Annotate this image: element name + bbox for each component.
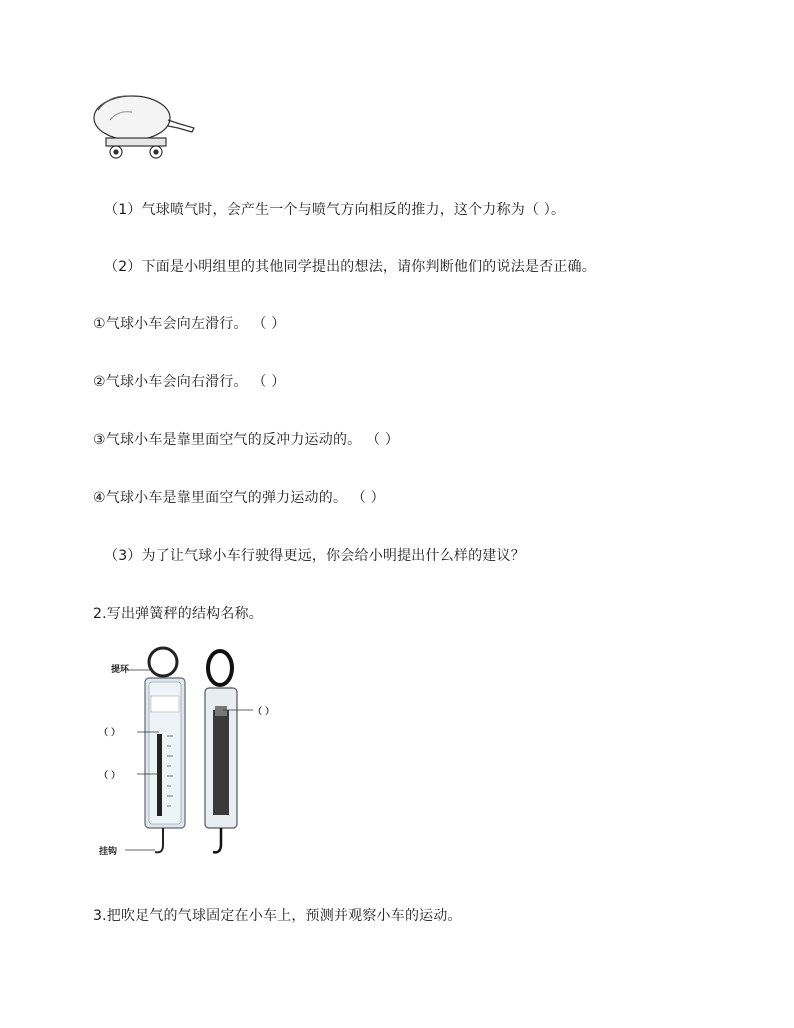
q3-title: 3.把吹足气的气球固定在小车上，预测并观察小车的运动。 [93, 908, 462, 924]
q1-sub1: （1）气球喷气时，会产生一个与喷气方向相反的推力，这个力称为（ ）。 [104, 202, 566, 218]
q1-option-1: ①气球小车会向左滑行。 （ ） [93, 316, 286, 332]
label-blank-a: （ ） [99, 728, 121, 738]
q2-title: 2.写出弹簧秤的结构名称。 [93, 606, 263, 622]
label-blank-b: （ ） [99, 771, 121, 781]
q1-option-4: ④气球小车是靠里面空气的弹力运动的。 （ ） [93, 490, 385, 506]
label-ring: 提环 [111, 665, 130, 675]
q1-sub3: （3）为了让气球小车行驶得更远，你会给小明提出什么样的建议？ [104, 548, 525, 564]
spring-scale-figure [95, 640, 305, 870]
label-hook: 挂钩 [99, 847, 118, 857]
balloon-car-figure [88, 90, 200, 162]
label-blank-c: （ ） [253, 707, 275, 717]
q1-option-3: ③气球小车是靠里面空气的反冲力运动的。 （ ） [93, 432, 400, 448]
q1-option-2: ②气球小车会向右滑行。 （ ） [93, 374, 286, 390]
q1-sub2: （2）下面是小明组里的其他同学提出的想法，请你判断他们的说法是否正确。 [104, 259, 596, 275]
